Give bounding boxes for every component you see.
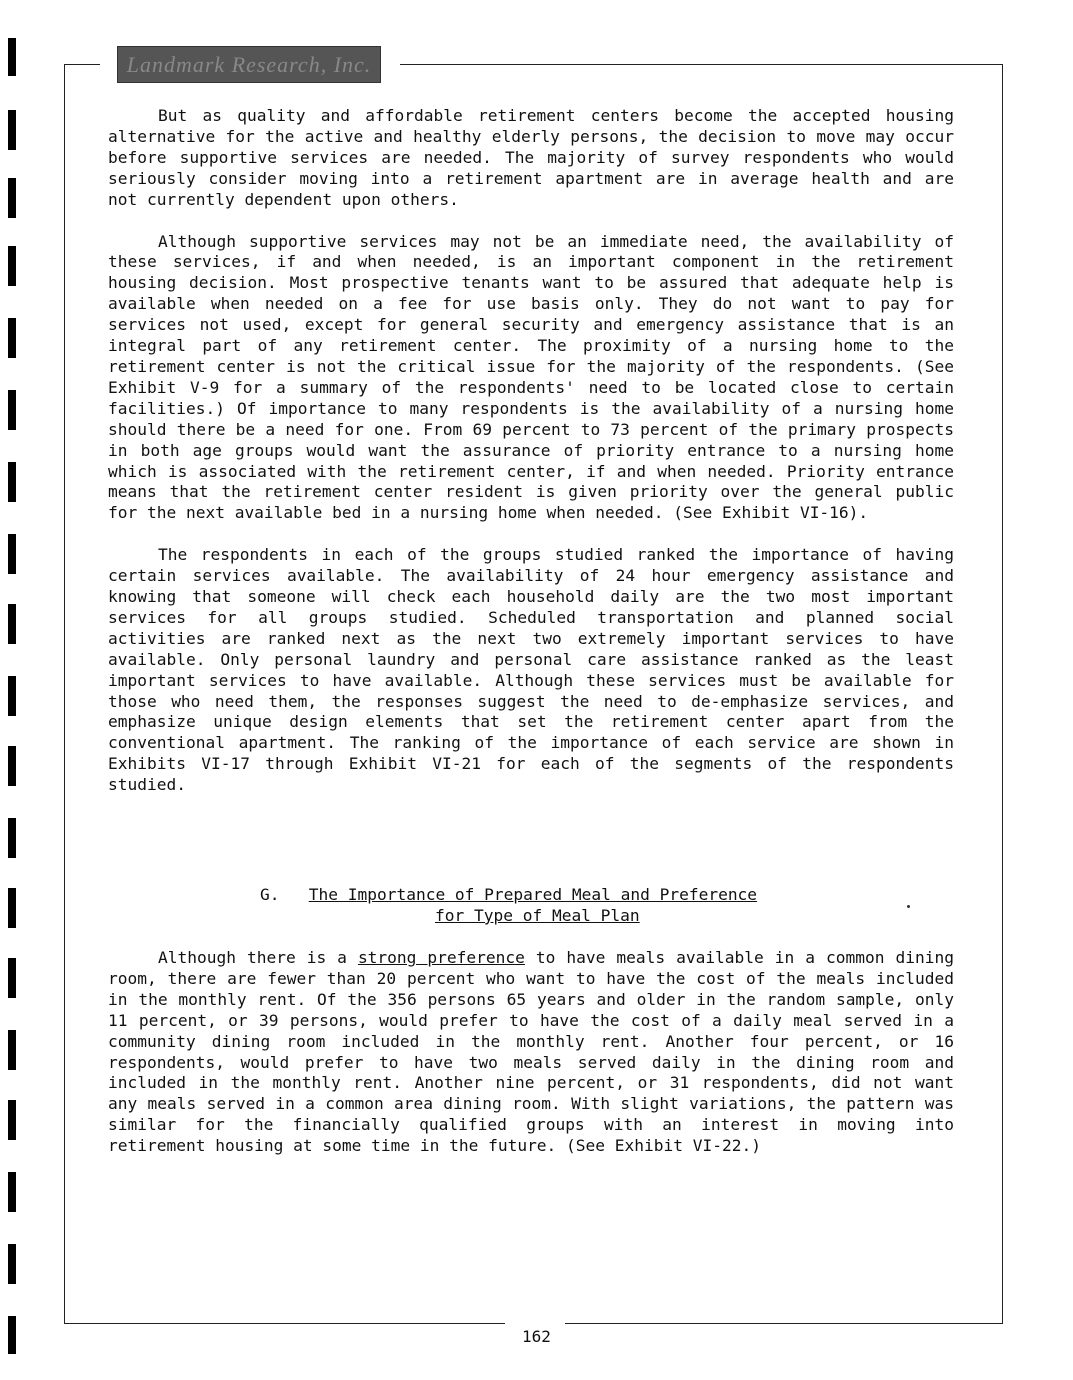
binder-mark: [8, 390, 16, 430]
paragraph-3: The respondents in each of the groups studied ranked the importance of having certain services available. The availability of 24 hour emergency assistance and knowing that someone will check each household daily are the two most important services for all groups studied. Scheduled transportation and planned social activities are ranked next as the next two extremely important services to have available. Only personal laundry and personal care assistance ranked as the least important services to have available. Although these services must be available for those who need them, the responses suggest the need to de-emphasize services, and emphasize unique design elements that set the retirement center apart from the conventional apartment. The ranking of the importance of each service are shown in Exhibits VI-17 through Exhibit VI-21 for each of the segments of the respondents studied.: [108, 545, 954, 795]
binder-mark: [8, 958, 16, 998]
paragraph-2: Although supportive services may not be an immediate need, the availability of these services, if and when needed, is an important component in the retirement housing decision. Most prospective tenants want to be assured that adequate help is available when needed on a fee for use basis only. They do not want to pay for services not used, except for general security and emergency assistance that is an integral part of any retirement center. The proximity of a nursing home to the retirement center is not the critical issue for the majority of the respondents. (See Exhibit V-9 for a summary of the respondents' need to be located close to certain facilities.) Of importance to many respondents is the availability of a nursing home should there be a need for one. From 69 percent to 73 percent of the primary prospects in both age groups would want the assurance of priority entrance to a nursing home which is associated with the retirement center, if and when needed. Priority entrance means that the retirement center resident is given priority over the general public for the next available bed in a nursing home when needed. (See Exhibit VI-16).: [108, 231, 954, 523]
binder-mark: [8, 604, 16, 644]
binder-mark: [8, 462, 16, 502]
section-title-line-2: for Type of Meal Plan: [435, 906, 640, 925]
emphasis-strong-preference: strong preference: [357, 948, 525, 967]
binder-mark: [8, 1100, 16, 1140]
page-number: 162: [522, 1327, 551, 1346]
binder-mark: [8, 746, 16, 786]
binder-mark: [8, 676, 16, 716]
binder-mark: [8, 1030, 16, 1070]
binder-mark: [8, 1244, 16, 1284]
scan-speck: [907, 905, 910, 908]
binder-mark: [8, 178, 16, 218]
binder-mark: [8, 534, 16, 574]
binder-mark: [8, 318, 16, 358]
paragraph-1: But as quality and affordable retirement centers become the accepted housing alternative for the active and healthy elderly persons, the decision to move may occur before supportive services are needed. The majority of survey respondents who would seriously consider moving into a retirement apartment are in average health and are not currently dependent upon others.: [108, 106, 954, 209]
binder-mark: [8, 246, 16, 286]
section-letter: G.: [260, 885, 280, 904]
binder-mark: [8, 1172, 16, 1212]
binder-mark: [8, 818, 16, 858]
binder-mark: [8, 38, 16, 76]
paragraph-4: Although there is a strong preference to have meals available in a common dining room, there are fewer than 20 percent who want to have the cost of the meals included in the monthly rent. Of the 356 persons 65 years and older in the random sample, only 11 percent, or 39 persons, would prefer to have the cost of a daily meal served in a community dining room included in the monthly rent. Another four percent, or 16 respondents, would prefer to have two meals served daily in the dining room and included in the monthly rent. Another nine percent, or 31 respondents, did not want any meals served in a common area dining room. With slight variations, the pattern was similar for the financially qualified groups with an interest in moving into retirement housing at some time in the future. (See Exhibit VI-22.): [108, 948, 954, 1156]
binder-mark: [8, 110, 16, 150]
section-heading: [260, 884, 820, 926]
section-title-line-1: The Importance of Prepared Meal and Preference: [308, 885, 758, 904]
section-body: [108, 948, 954, 1157]
binder-mark: [8, 1316, 16, 1354]
binder-mark: [8, 888, 16, 928]
header-logo: Landmark Research, Inc.: [117, 46, 381, 83]
document-body: [108, 106, 954, 796]
